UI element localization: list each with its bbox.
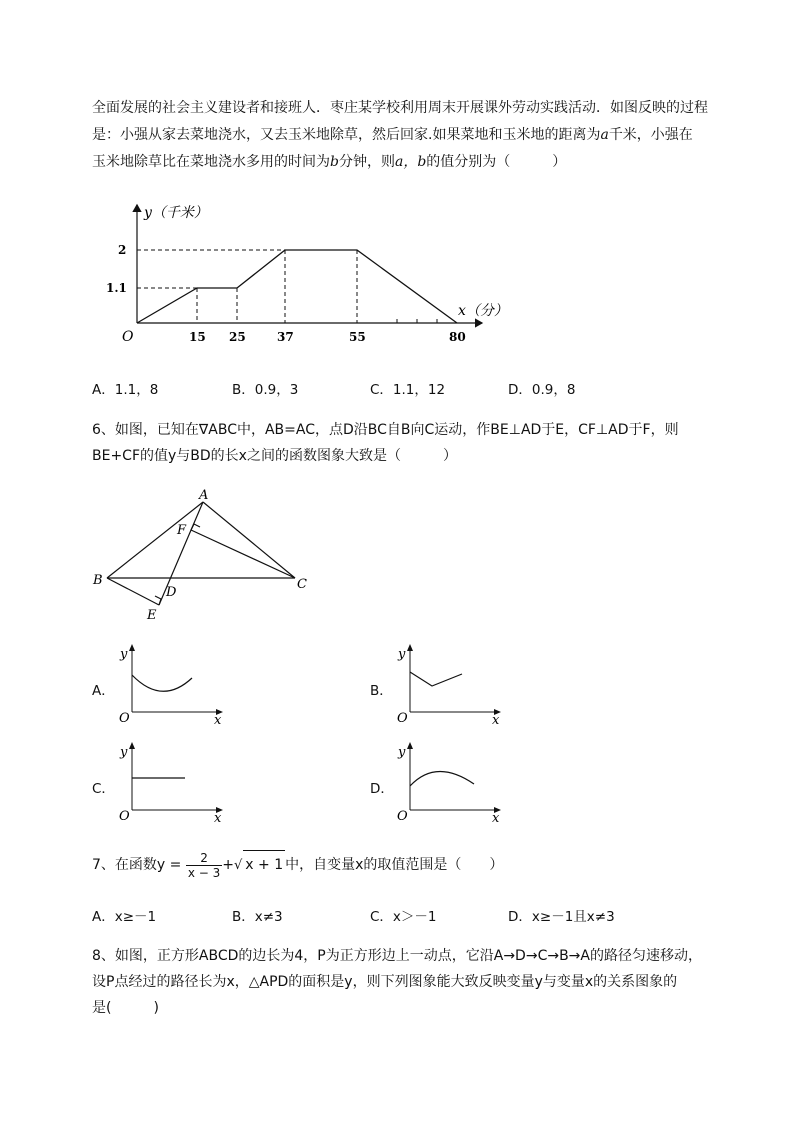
q7-stem xyxy=(92,850,503,880)
distance-time-graph xyxy=(100,195,520,355)
axis-y-label: y xyxy=(398,647,406,662)
q6-option-a-letter[interactable]: A． xyxy=(92,683,115,699)
x-tick-label: 25 xyxy=(229,330,246,344)
q6-option-b-letter[interactable]: B． xyxy=(370,683,393,699)
q7-prefix: 7、在函数y = xyxy=(92,857,182,873)
q6-line-1: 6、如图，已知在∇ABC中，AB=AC，点D沿BC自B向C运动，作BE⊥AD于E，CF⊥AD于F，则 xyxy=(92,422,679,438)
q6-option-d-letter[interactable]: D． xyxy=(370,781,394,797)
q6-option-c-letter[interactable]: C． xyxy=(92,781,115,797)
q6-option-c-graph[interactable] xyxy=(110,740,230,824)
q5-option-a[interactable]: A．1.1，8 xyxy=(92,382,159,398)
q7-fraction xyxy=(186,851,222,880)
sqrt-icon: √ xyxy=(233,858,243,873)
q7-numerator: 2 xyxy=(186,851,222,866)
intro-text: 千米，小强在 xyxy=(608,127,693,143)
axis-origin-label: O xyxy=(397,809,408,824)
x-axis-label: x（分） xyxy=(458,303,508,319)
axis-origin-label: O xyxy=(119,809,130,824)
axis-x-label: x xyxy=(214,713,222,726)
intro-text: 分钟，则 xyxy=(338,154,395,170)
q8-line-3: 是( ) xyxy=(92,1000,159,1016)
q7-plus: + xyxy=(222,857,234,873)
q7-radicand: x + 1 xyxy=(243,850,285,879)
axis-origin-label: O xyxy=(397,711,408,726)
intro-line-1: 全面发展的社会主义建设者和接班人．枣庄某学校利用周末开展课外劳动实践活动．如图反映的过程 xyxy=(92,100,708,116)
q7-option-c[interactable]: C．x＞－1 xyxy=(370,909,437,925)
axis-x-label: x xyxy=(492,713,500,726)
q6-option-d-graph[interactable] xyxy=(388,740,508,824)
y-tick-labels xyxy=(106,243,127,295)
point-d-label: D xyxy=(166,585,177,600)
x-tick-label: 37 xyxy=(277,330,294,344)
q5-option-c[interactable]: C．1.1，12 xyxy=(370,382,446,398)
q7-option-a[interactable]: A．x≥－1 xyxy=(92,909,157,925)
x-tick-labels xyxy=(189,330,466,344)
axis-y-label: y xyxy=(120,745,128,760)
q7-option-d[interactable]: D．x≥－1且x≠3 xyxy=(508,909,615,925)
axis-x-label: x xyxy=(214,811,222,824)
intro-text: 是：小强从家去菜地浇水，又去玉米地除草，然后回家.如果菜地和玉米地的距离为 xyxy=(92,127,601,143)
origin-label: O xyxy=(122,329,134,345)
q6-line-2: BE+CF的值y与BD的长x之间的函数图象大致是（ ） xyxy=(92,448,457,464)
point-c-label: C xyxy=(297,577,307,592)
q8-line-1: 8、如图，正方形ABCD的边长为4，P为正方形边上一动点，它沿A→D→C→B→A的路径匀速移动， xyxy=(92,948,702,964)
q7-suffix: 中，自变量x的取值范围是（ ） xyxy=(285,857,504,873)
axis-origin-label: O xyxy=(119,711,130,726)
q6-option-a-graph[interactable] xyxy=(110,642,230,726)
q5-option-d[interactable]: D．0.9，8 xyxy=(508,382,576,398)
guide-lines xyxy=(137,250,357,323)
q8-line-2: 设P点经过的路径长为x，△APD的面积是y，则下列图象能大致反映变量y与变量x的关系图象的 xyxy=(92,974,678,990)
var-b: b xyxy=(330,154,339,170)
intro-line-3 xyxy=(92,152,566,172)
x-tick-label: 80 xyxy=(449,330,466,344)
intro-text: 的值分别为（ ） xyxy=(426,154,567,170)
triangle-figure xyxy=(85,485,325,625)
var-a: a xyxy=(600,127,609,143)
point-a-label: A xyxy=(199,488,209,503)
y-axis-label: y（千米） xyxy=(144,205,208,221)
x-tick-label: 55 xyxy=(349,330,366,344)
axis-y-label: y xyxy=(120,647,128,662)
q6-option-b-graph[interactable] xyxy=(388,642,508,726)
intro-text: 玉米地除草比在菜地浇水多用的时间为 xyxy=(92,154,330,170)
point-e-label: E xyxy=(147,608,157,623)
axis-x-label: x xyxy=(492,811,500,824)
axis-y-label: y xyxy=(398,745,406,760)
x-tick-label: 15 xyxy=(189,330,206,344)
intro-line-2 xyxy=(92,125,693,145)
y-tick-label: 1.1 xyxy=(106,281,127,295)
vars-ab: a，b xyxy=(394,154,427,170)
series-line xyxy=(137,250,457,323)
y-tick-label: 2 xyxy=(118,243,127,257)
q7-option-b[interactable]: B．x≠3 xyxy=(232,909,283,925)
point-f-label: F xyxy=(177,523,187,538)
q7-denominator: x − 3 xyxy=(187,865,221,880)
q5-option-b[interactable]: B．0.9，3 xyxy=(232,382,299,398)
minor-ticks xyxy=(397,319,437,323)
point-b-label: B xyxy=(93,573,103,588)
